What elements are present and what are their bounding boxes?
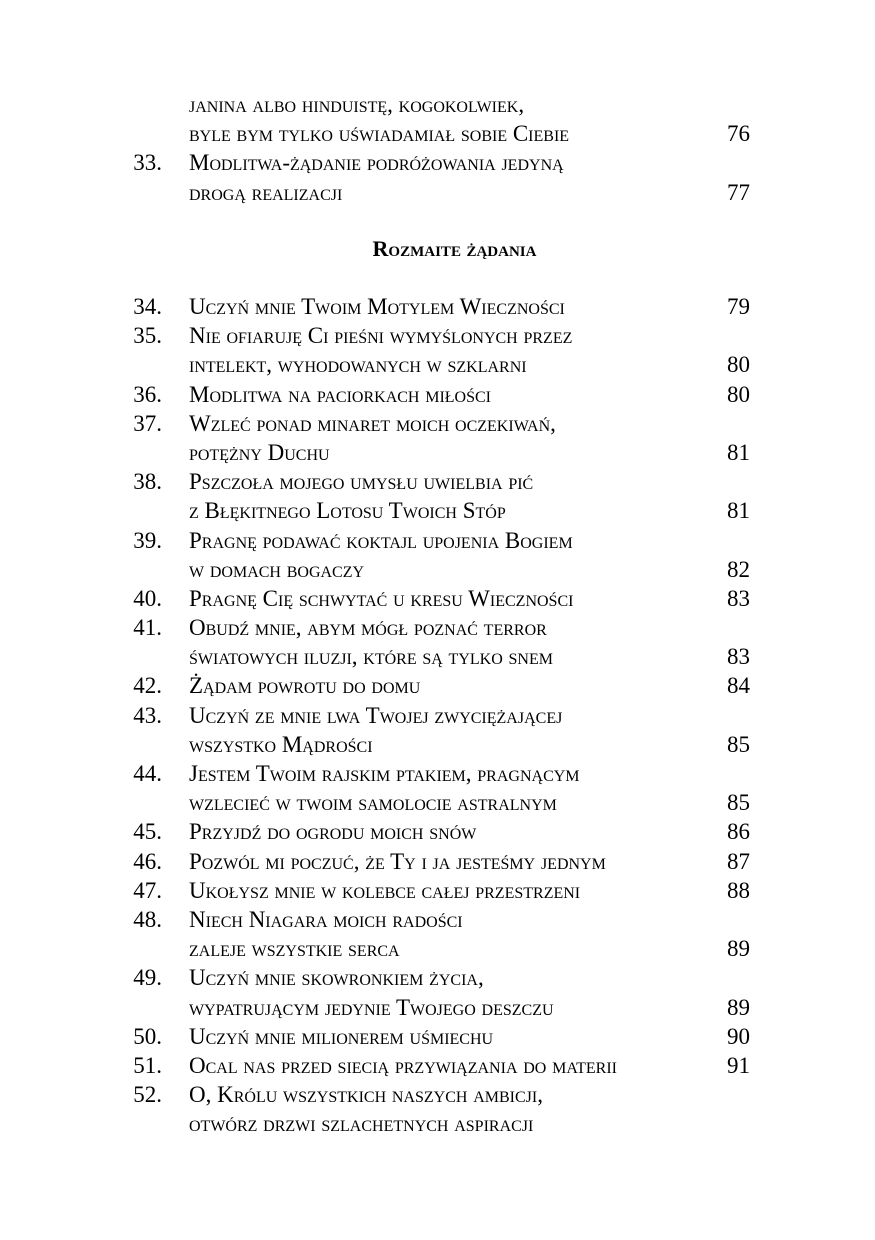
entry-page-number: 82 [727,556,750,582]
entry-page-number: 85 [727,731,750,757]
entry-page-number: 81 [727,498,750,524]
entry-number: 41. [133,615,162,641]
entry-page-number: 81 [727,439,750,465]
toc-line [0,350,875,379]
entry-title: Nie ofiaruję Ci pieśni wymyślonych przez [189,323,573,349]
toc-line [0,1109,875,1138]
toc-line [0,1022,875,1051]
entry-title: Przyjdź do ogrodu moich snów [189,819,477,845]
entry-number: 38. [133,469,162,495]
entry-title: Modlitwa-żądanie podróżowania jedyną [189,150,564,176]
toc-line [0,963,875,992]
entry-page-number: 77 [727,179,750,205]
toc-line [0,642,875,671]
entry-page-number: 80 [727,352,750,378]
entry-number: 45. [133,819,162,845]
entry-number: 37. [133,410,162,436]
entry-page-number: 80 [727,381,750,407]
entry-title: Wzleć ponad minaret moich oczekiwań, [189,410,556,436]
entry-page-number: 83 [727,585,750,611]
toc-line [0,993,875,1022]
entry-title: Pragnę podawać koktajl upojenia Bogiem [189,527,573,553]
toc-line [0,555,875,584]
toc-line [0,788,875,817]
toc-line [0,671,875,700]
entry-title: Żądam powrotu do domu [189,673,421,699]
entry-title: światowych iluzji, które są tylko snem [189,644,553,670]
toc-line [0,1051,875,1080]
entry-number: 36. [133,381,162,407]
toc-line [0,847,875,876]
entry-page-number: 91 [727,1052,750,1078]
toc-line [0,380,875,409]
entry-title: Obudź mnie, abym mógł poznać terror [189,615,547,641]
entry-title: wzlecieć w twoim samolocie astralnym [189,790,557,816]
entry-page-number: 89 [727,936,750,962]
entry-title: zaleje wszystkie serca [189,936,400,962]
toc-line [0,496,875,525]
entry-number: 40. [133,585,162,611]
section-heading: Rozmaite żądania [372,236,537,261]
toc-line [0,148,875,177]
entry-title: Ocal nas przed siecią przywiązania do materii [189,1052,617,1078]
entry-title: Pragnę Cię schwytać u kresu Wieczności [189,585,574,611]
entry-page-number: 84 [727,673,750,699]
entry-number: 49. [133,965,162,991]
entry-page-number: 79 [727,294,750,319]
entry-title: drogą realizacji [189,179,343,205]
entry-page-number: 87 [727,848,750,874]
toc-line [0,178,875,207]
entry-page-number: 85 [727,790,750,816]
toc-line [0,876,875,905]
entry-title: otwórz drzwi szlachetnych aspiracji [189,1111,534,1137]
toc-line [0,759,875,788]
toc-line [0,701,875,730]
entry-title: Jestem Twoim rajskim ptakiem, pragnącym [189,761,580,786]
entry-page-number: 89 [727,994,750,1020]
entry-title: potężny Duchu [189,439,330,465]
toc-line [0,292,875,321]
entry-number: 52. [133,1082,162,1108]
entry-title: Ukołysz mnie w kolebce całej przestrzeni [189,877,581,903]
entry-title: janina albo hinduistę, kogokolwiek, [189,92,525,117]
toc-line [0,905,875,934]
entry-number: 50. [133,1023,162,1049]
entry-page-number: 86 [727,819,750,845]
entry-title: Uczyń mnie Twoim Motylem Wieczności [189,294,565,319]
entry-title: Uczyń ze mnie lwa Twojej zwyciężającej [189,702,563,728]
entry-page-number: 76 [727,121,750,147]
entry-number: 35. [133,323,162,349]
toc-line [0,934,875,963]
entry-number: 46. [133,848,162,874]
toc-line [0,409,875,438]
toc-line [0,584,875,613]
entry-number: 44. [133,761,162,786]
entry-number: 34. [133,294,162,319]
toc-line [0,613,875,642]
entry-title: Pszczoła mojego umysłu uwielbia pić [189,469,534,495]
entry-title: byle bym tylko uświadamiał sobie Ciebie [189,121,570,147]
entry-number: 48. [133,906,162,932]
entry-number: 39. [133,527,162,553]
entry-title: Uczyń mnie milionerem uśmiechu [189,1023,494,1049]
entry-title: Modlitwa na paciorkach miłości [189,381,492,407]
entry-title: O, Królu wszystkich naszych ambicji, [189,1082,543,1108]
entry-page-number: 83 [727,644,750,670]
toc-line [0,730,875,759]
entry-page-number: 88 [727,877,750,903]
entry-title: wypatrującym jedynie Twojego deszczu [189,994,554,1020]
toc-line [0,438,875,467]
entry-number: 33. [133,150,162,176]
entry-number: 51. [133,1052,162,1078]
entry-title: intelekt, wyhodowanych w szklarni [189,352,527,378]
entry-title: w domach bogaczy [189,556,365,582]
entry-title: Pozwól mi poczuć, że Ty i ja jesteśmy jednym [189,848,606,874]
toc-line [0,119,875,148]
entry-number: 43. [133,702,162,728]
entry-number: 42. [133,673,162,699]
entry-title: Niech Niagara moich radości [189,906,463,932]
toc-line [0,1080,875,1109]
toc-line [0,321,875,350]
toc-entries [0,292,875,1138]
toc-line [0,90,875,119]
entry-title: Uczyń mnie skowronkiem życia, [189,965,484,991]
entry-title: wszystko Mądrości [189,731,373,757]
entry-number: 47. [133,877,162,903]
toc-line [0,467,875,496]
toc-line [0,817,875,846]
toc-continued-entries [0,90,875,207]
toc-line [0,526,875,555]
entry-title: z Błękitnego Lotosu Twoich Stóp [189,498,506,524]
entry-page-number: 90 [727,1023,750,1049]
